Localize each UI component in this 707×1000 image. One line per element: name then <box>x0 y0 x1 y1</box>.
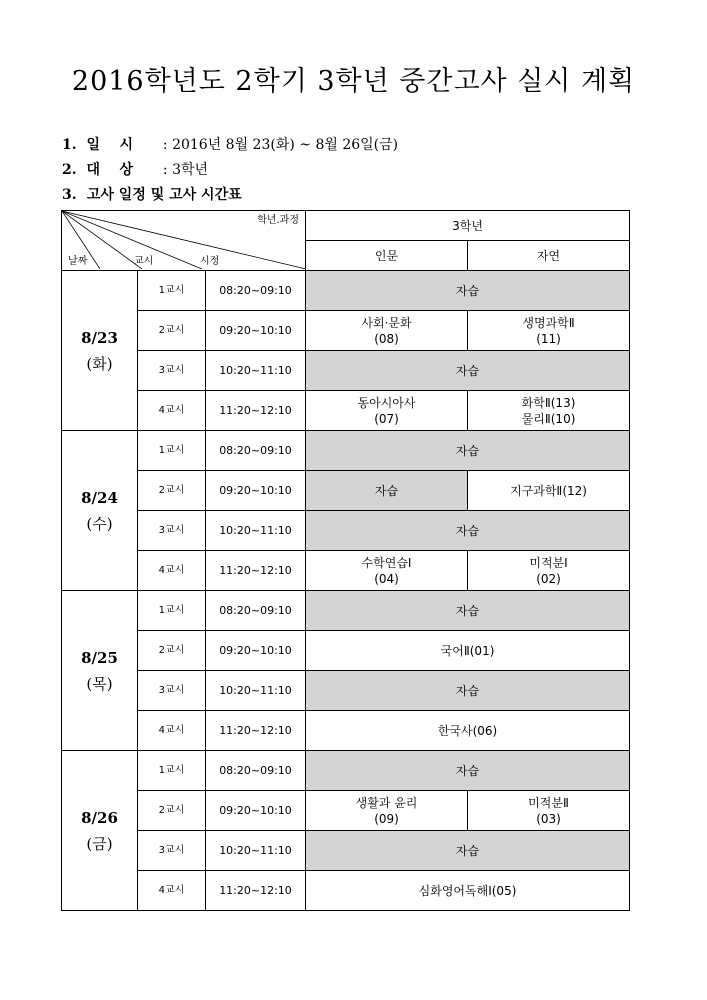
subject-code: (02) <box>536 571 561 586</box>
subject-name: 생활과 윤리 <box>355 795 418 810</box>
table-row <box>62 551 630 591</box>
time-cell: 10:20~11:10 <box>206 351 306 391</box>
time-cell: 11:20~12:10 <box>206 711 306 751</box>
period-cell: 2교시 <box>138 311 206 351</box>
period-cell: 1교시 <box>138 271 206 311</box>
period-cell: 3교시 <box>138 831 206 871</box>
subject-code: (09) <box>374 811 399 826</box>
table-row <box>62 751 630 791</box>
time-cell: 10:20~11:10 <box>206 511 306 551</box>
date-cell <box>62 271 138 431</box>
time-cell: 08:20~09:10 <box>206 431 306 471</box>
track-header-science: 자연 <box>468 241 630 271</box>
subject-code: (08) <box>374 331 399 346</box>
period-cell: 4교시 <box>138 391 206 431</box>
table-row <box>62 671 630 711</box>
info-timetable-heading <box>62 185 242 205</box>
period-cell: 1교시 <box>138 751 206 791</box>
document-title: 2016학년도 2학기 3학년 중간고사 실시 계획 <box>71 66 636 97</box>
self-study-cell: 자습 <box>306 751 630 791</box>
subject-name: 수학연습Ⅰ <box>361 555 412 570</box>
subject-name: 생명과학Ⅱ <box>522 315 575 330</box>
table-row <box>62 871 630 911</box>
table-row <box>62 791 630 831</box>
time-cell: 10:20~11:10 <box>206 671 306 711</box>
self-study-cell: 자습 <box>306 351 630 391</box>
time-cell: 09:20~10:10 <box>206 471 306 511</box>
subject-code: (07) <box>374 411 399 426</box>
date-cell <box>62 431 138 591</box>
self-study-cell: 자습 <box>306 671 630 711</box>
table-row <box>62 711 630 751</box>
time-cell: 08:20~09:10 <box>206 271 306 311</box>
self-study-cell: 자습 <box>306 271 630 311</box>
subject-code: 물리Ⅱ(10) <box>521 411 576 426</box>
subject-name: 동아시아사 <box>357 395 416 410</box>
subject-cell-science <box>468 471 630 511</box>
info-value: : 2016년 8월 23(화) ~ 8월 26일(금) <box>162 137 399 153</box>
table-row <box>62 631 630 671</box>
corner-label-period: 교시 <box>134 256 154 267</box>
time-cell: 10:20~11:10 <box>206 831 306 871</box>
info-label: 고사 일정 및 고사 시간표 <box>86 187 242 203</box>
header-corner-cell <box>62 211 306 271</box>
period-cell: 1교시 <box>138 591 206 631</box>
day-of-week-text: (수) <box>86 514 113 533</box>
corner-label-time: 시정 <box>200 256 220 267</box>
table-row <box>62 311 630 351</box>
subject-name: 사회·문화 <box>361 315 412 330</box>
track-header-humanities: 인문 <box>306 241 468 271</box>
table-row <box>62 391 630 431</box>
self-study-cell: 자습 <box>306 431 630 471</box>
subject-name: 지구과학Ⅱ(12) <box>510 483 587 498</box>
subject-cell-science <box>468 311 630 351</box>
subject-cell-humanities <box>306 791 468 831</box>
info-value: : 3학년 <box>162 162 209 178</box>
corner-label-grade-track: 학년.과정 <box>257 215 300 226</box>
date-cell <box>62 751 138 911</box>
table-row <box>62 271 630 311</box>
subject-cell-humanities <box>306 551 468 591</box>
corner-label-date: 날짜 <box>68 256 88 267</box>
grade-header: 3학년 <box>306 211 630 241</box>
date-text: 8/24 <box>81 488 118 507</box>
period-cell: 4교시 <box>138 871 206 911</box>
table-row <box>62 351 630 391</box>
subject-cell-science <box>468 551 630 591</box>
time-cell: 11:20~12:10 <box>206 551 306 591</box>
self-study-cell: 자습 <box>306 591 630 631</box>
table-row <box>62 511 630 551</box>
info-number: 3. <box>62 187 77 203</box>
self-study-cell: 자습 <box>306 511 630 551</box>
table-row <box>62 591 630 631</box>
period-cell: 1교시 <box>138 431 206 471</box>
subject-name: 화학Ⅱ(13) <box>521 395 576 410</box>
subject-name: 미적분Ⅱ <box>528 795 569 810</box>
period-cell: 2교시 <box>138 631 206 671</box>
period-cell: 4교시 <box>138 711 206 751</box>
period-cell: 3교시 <box>138 351 206 391</box>
table-row <box>62 831 630 871</box>
time-cell: 11:20~12:10 <box>206 391 306 431</box>
day-of-week-text: (금) <box>86 834 113 853</box>
subject-code: (11) <box>536 331 561 346</box>
info-number: 1. <box>62 137 77 153</box>
time-cell: 09:20~10:10 <box>206 311 306 351</box>
subject-cell: 한국사(06) <box>306 711 630 751</box>
subject-cell-science <box>468 791 630 831</box>
subject-cell-science <box>468 391 630 431</box>
info-target <box>62 160 208 180</box>
info-label: 대 상 <box>86 162 133 178</box>
time-cell: 09:20~10:10 <box>206 631 306 671</box>
time-cell: 08:20~09:10 <box>206 751 306 791</box>
subject-code: (03) <box>536 811 561 826</box>
time-cell: 11:20~12:10 <box>206 871 306 911</box>
self-study-cell: 자습 <box>306 831 630 871</box>
period-cell: 4교시 <box>138 551 206 591</box>
time-cell: 08:20~09:10 <box>206 591 306 631</box>
subject-cell-humanities <box>306 391 468 431</box>
period-cell: 3교시 <box>138 511 206 551</box>
date-text: 8/26 <box>81 808 118 827</box>
info-label: 일 시 <box>86 137 133 153</box>
period-cell: 3교시 <box>138 671 206 711</box>
date-cell <box>62 591 138 751</box>
table-row <box>62 471 630 511</box>
date-text: 8/23 <box>81 328 118 347</box>
day-of-week-text: (목) <box>86 674 113 693</box>
subject-cell: 심화영어독해Ⅰ(05) <box>306 871 630 911</box>
subject-name: 자습 <box>374 483 399 498</box>
time-cell: 09:20~10:10 <box>206 791 306 831</box>
day-of-week-text: (화) <box>86 354 113 373</box>
period-cell: 2교시 <box>138 791 206 831</box>
subject-name: 미적분Ⅰ <box>529 555 568 570</box>
subject-code: (04) <box>374 571 399 586</box>
info-number: 2. <box>62 162 77 178</box>
info-schedule-dates <box>62 135 398 155</box>
table-row <box>62 431 630 471</box>
subject-cell-humanities <box>306 311 468 351</box>
exam-timetable <box>61 210 630 911</box>
subject-cell: 국어Ⅱ(01) <box>306 631 630 671</box>
self-study-cell <box>306 471 468 511</box>
date-text: 8/25 <box>81 648 118 667</box>
period-cell: 2교시 <box>138 471 206 511</box>
